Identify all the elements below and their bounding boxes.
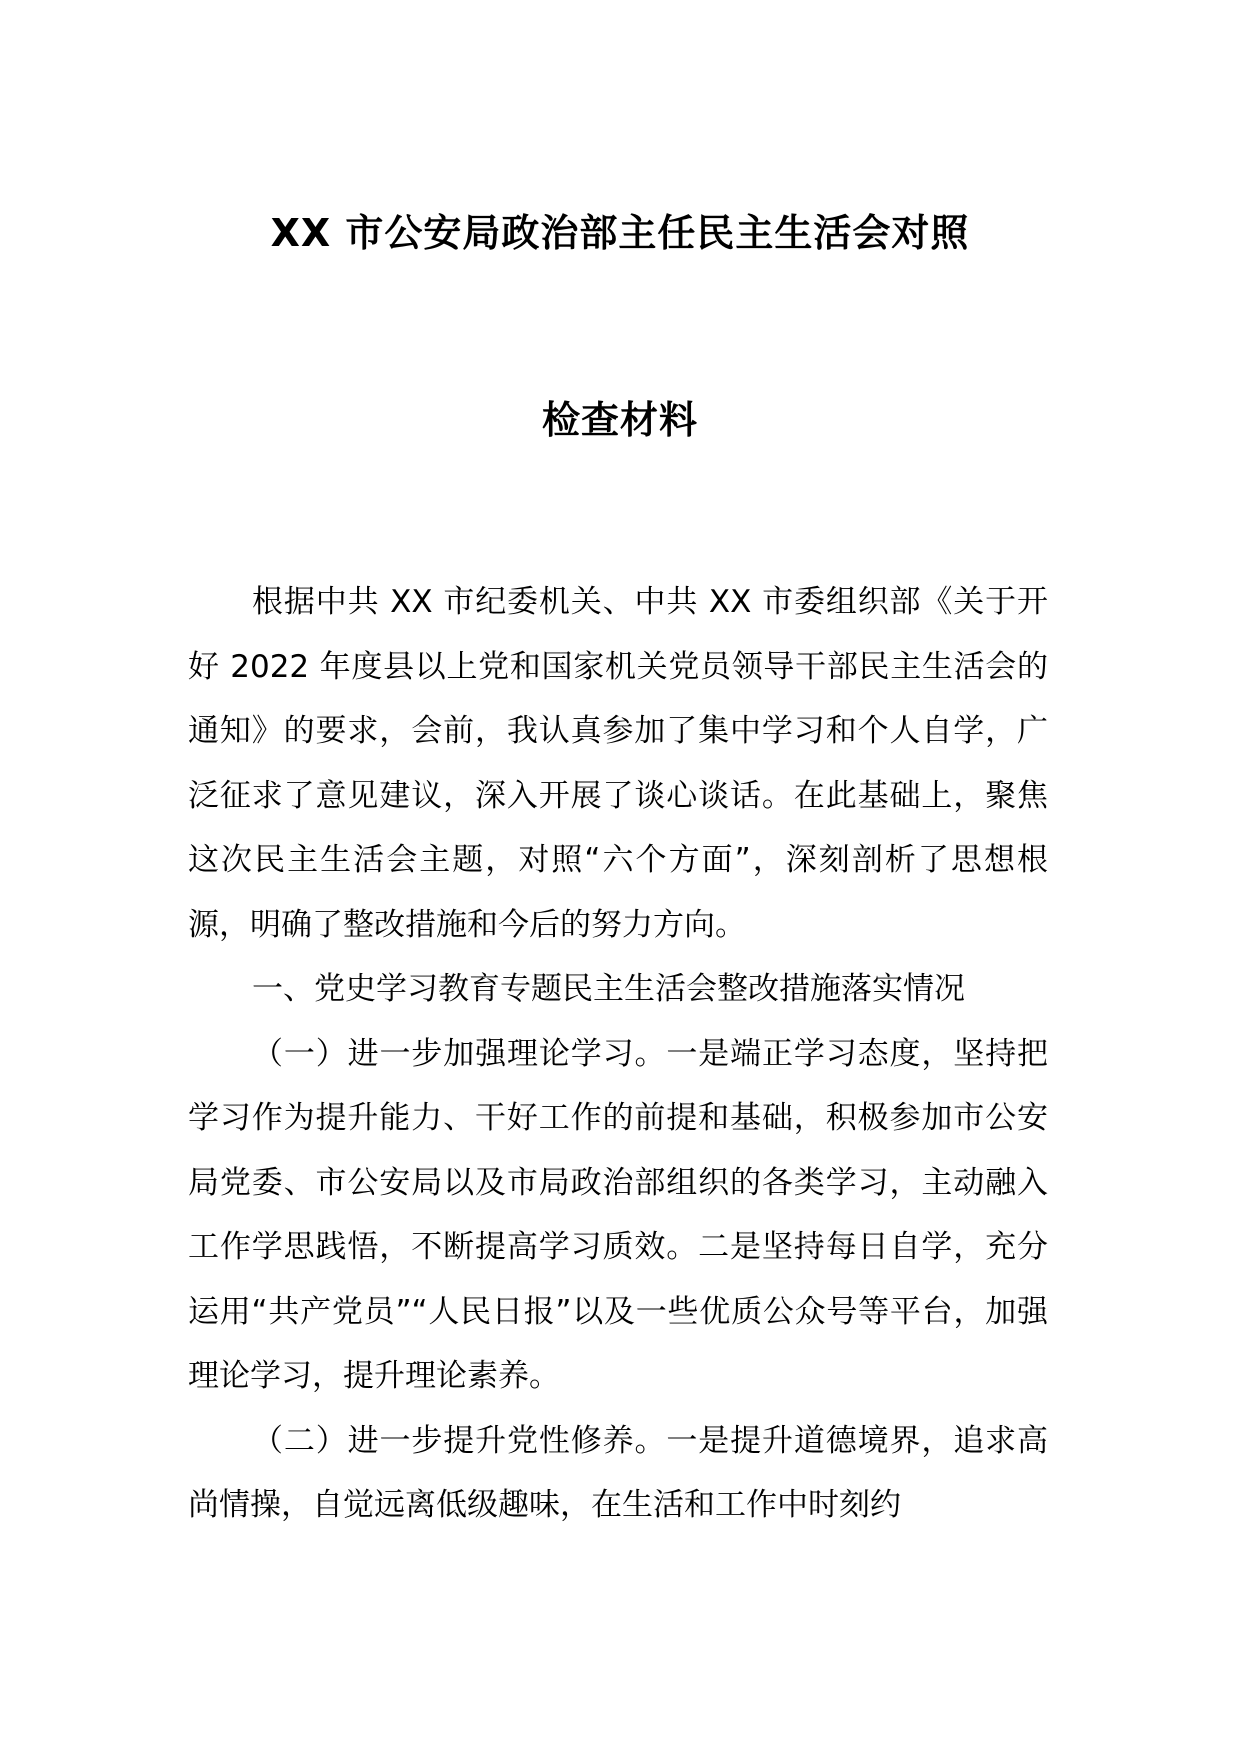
section-heading-1: 一、党史学习教育专题民主生活会整改措施落实情况 [252,971,965,1007]
document-body [188,570,1048,1538]
paragraph-item-1: （一）进一步加强理论学习。一是端正学习态度，坚持把学习作为提升能力、干好工作的前提和基础，积极参加市公安局党委、市公安局以及市局政治部组织的各类学习，主动融入工作学思践悟，不断提高学习质效。二是坚持每日自学，充分运用“共产党员”“人民日报”以及一些优质公众号等平台，加强理论学习，提升理论素养。 [188,1035,1048,1394]
document-title-line-2: 检查材料 [541,398,698,442]
paragraph-intro: 根据中共 XX 市纪委机关、中共 XX 市委组织部《关于开好 2022 年度县以上党和国家机关党员领导干部民主生活会的通知》的要求，会前，我认真参加了集中学习和个人自学，广泛征求了意见建议，深入开展了谈心谈话。在此基础上，聚焦这次民主生活会主题，对照“六个方面”，深刻剖析了思想根源，明确了整改措施和今后的努力方向。 [188,584,1048,943]
paragraph-item-2: （二）进一步提升党性修养。一是提升道德境界，追求高尚情操，自觉远离低级趣味，在生活和工作中时刻约 [188,1422,1048,1523]
document-title-line-1: XX 市公安局政治部主任民主生活会对照 [270,211,970,255]
